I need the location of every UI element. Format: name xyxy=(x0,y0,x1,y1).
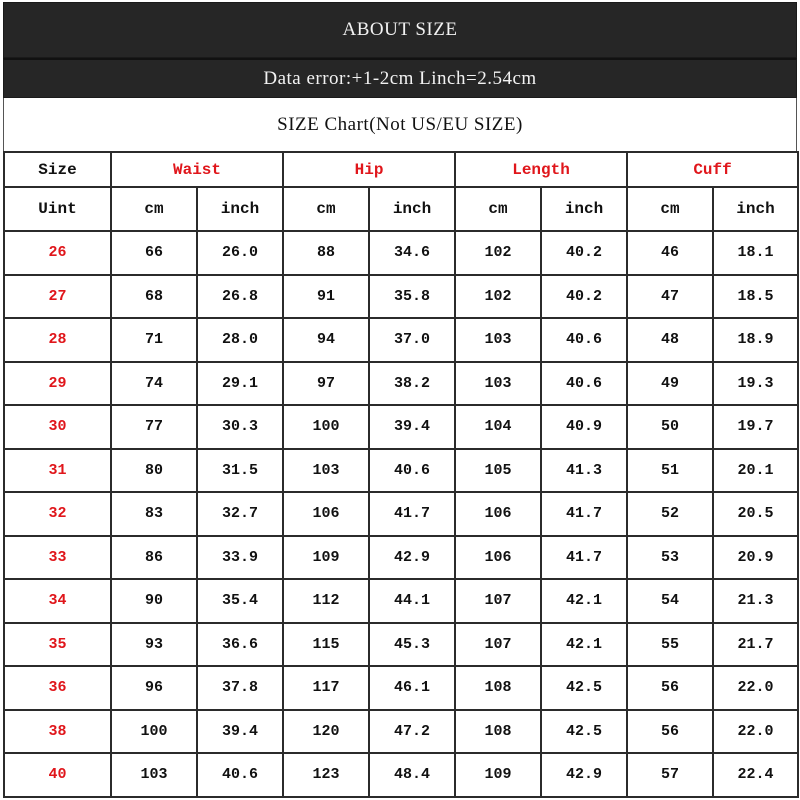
unit-header: Uint xyxy=(4,187,111,231)
cell-hip-inch: 44.1 xyxy=(369,579,455,623)
cell-waist-cm: 93 xyxy=(111,623,197,667)
about-size-banner: ABOUT SIZE xyxy=(3,2,797,58)
cell-size: 40 xyxy=(4,753,111,797)
cell-hip-cm: 100 xyxy=(283,405,369,449)
cell-cuff-cm: 56 xyxy=(627,666,713,710)
cell-length-inch: 40.6 xyxy=(541,362,627,406)
cell-cuff-inch: 18.5 xyxy=(713,275,798,319)
cell-hip-inch: 47.2 xyxy=(369,710,455,754)
table-row xyxy=(4,579,798,623)
cell-length-inch: 40.9 xyxy=(541,405,627,449)
cell-length-cm: 105 xyxy=(455,449,541,493)
cell-hip-cm: 103 xyxy=(283,449,369,493)
unit-inch: inch xyxy=(541,187,627,231)
cell-length-inch: 41.3 xyxy=(541,449,627,493)
cell-hip-inch: 39.4 xyxy=(369,405,455,449)
cell-hip-inch: 35.8 xyxy=(369,275,455,319)
size-table xyxy=(3,151,799,798)
cell-hip-cm: 97 xyxy=(283,362,369,406)
cell-waist-inch: 31.5 xyxy=(197,449,283,493)
cell-length-cm: 102 xyxy=(455,231,541,275)
size-header: Size xyxy=(4,152,111,187)
data-error-note: Data error:+1-2cm Linch=2.54cm xyxy=(3,58,797,98)
cell-hip-cm: 120 xyxy=(283,710,369,754)
cell-length-inch: 41.7 xyxy=(541,492,627,536)
group-header-waist: Waist xyxy=(111,152,283,187)
cell-waist-cm: 90 xyxy=(111,579,197,623)
cell-length-cm: 102 xyxy=(455,275,541,319)
cell-cuff-inch: 21.7 xyxy=(713,623,798,667)
cell-size: 36 xyxy=(4,666,111,710)
cell-cuff-inch: 20.1 xyxy=(713,449,798,493)
cell-cuff-cm: 52 xyxy=(627,492,713,536)
cell-hip-inch: 48.4 xyxy=(369,753,455,797)
cell-waist-inch: 26.0 xyxy=(197,231,283,275)
cell-length-cm: 107 xyxy=(455,579,541,623)
table-row xyxy=(4,275,798,319)
cell-length-inch: 42.1 xyxy=(541,579,627,623)
cell-size: 38 xyxy=(4,710,111,754)
cell-cuff-inch: 20.5 xyxy=(713,492,798,536)
cell-waist-inch: 33.9 xyxy=(197,536,283,580)
cell-size: 29 xyxy=(4,362,111,406)
table-row xyxy=(4,231,798,275)
cell-size: 34 xyxy=(4,579,111,623)
group-header-hip: Hip xyxy=(283,152,455,187)
cell-cuff-inch: 19.7 xyxy=(713,405,798,449)
cell-length-inch: 40.6 xyxy=(541,318,627,362)
table-row xyxy=(4,318,798,362)
cell-cuff-cm: 47 xyxy=(627,275,713,319)
table-row xyxy=(4,405,798,449)
unit-inch: inch xyxy=(369,187,455,231)
cell-cuff-cm: 53 xyxy=(627,536,713,580)
cell-waist-cm: 71 xyxy=(111,318,197,362)
cell-cuff-inch: 22.0 xyxy=(713,666,798,710)
cell-waist-cm: 68 xyxy=(111,275,197,319)
cell-waist-inch: 30.3 xyxy=(197,405,283,449)
cell-hip-cm: 94 xyxy=(283,318,369,362)
cell-waist-inch: 37.8 xyxy=(197,666,283,710)
cell-length-cm: 107 xyxy=(455,623,541,667)
cell-waist-cm: 103 xyxy=(111,753,197,797)
cell-hip-inch: 34.6 xyxy=(369,231,455,275)
group-header-cuff: Cuff xyxy=(627,152,798,187)
cell-size: 31 xyxy=(4,449,111,493)
group-header-length: Length xyxy=(455,152,627,187)
group-header-row xyxy=(4,152,798,187)
unit-cm: cm xyxy=(111,187,197,231)
cell-cuff-cm: 48 xyxy=(627,318,713,362)
cell-waist-cm: 96 xyxy=(111,666,197,710)
cell-cuff-inch: 21.3 xyxy=(713,579,798,623)
table-row xyxy=(4,536,798,580)
cell-waist-inch: 40.6 xyxy=(197,753,283,797)
cell-hip-cm: 117 xyxy=(283,666,369,710)
cell-cuff-cm: 54 xyxy=(627,579,713,623)
cell-size: 28 xyxy=(4,318,111,362)
cell-size: 33 xyxy=(4,536,111,580)
size-chart-title: SIZE Chart(Not US/EU SIZE) xyxy=(3,98,797,151)
cell-waist-cm: 74 xyxy=(111,362,197,406)
unit-header-row xyxy=(4,187,798,231)
cell-hip-inch: 45.3 xyxy=(369,623,455,667)
cell-length-cm: 106 xyxy=(455,536,541,580)
cell-cuff-cm: 57 xyxy=(627,753,713,797)
cell-waist-inch: 29.1 xyxy=(197,362,283,406)
cell-length-cm: 103 xyxy=(455,318,541,362)
cell-hip-inch: 37.0 xyxy=(369,318,455,362)
cell-cuff-inch: 18.9 xyxy=(713,318,798,362)
cell-length-cm: 104 xyxy=(455,405,541,449)
cell-length-inch: 40.2 xyxy=(541,275,627,319)
cell-cuff-inch: 20.9 xyxy=(713,536,798,580)
cell-waist-cm: 100 xyxy=(111,710,197,754)
cell-hip-cm: 109 xyxy=(283,536,369,580)
cell-cuff-inch: 22.4 xyxy=(713,753,798,797)
table-row xyxy=(4,710,798,754)
cell-size: 30 xyxy=(4,405,111,449)
cell-cuff-inch: 19.3 xyxy=(713,362,798,406)
size-chart xyxy=(3,2,797,798)
cell-waist-cm: 80 xyxy=(111,449,197,493)
cell-waist-inch: 35.4 xyxy=(197,579,283,623)
cell-hip-cm: 112 xyxy=(283,579,369,623)
cell-length-inch: 42.9 xyxy=(541,753,627,797)
table-row xyxy=(4,492,798,536)
cell-waist-inch: 26.8 xyxy=(197,275,283,319)
cell-size: 27 xyxy=(4,275,111,319)
cell-size: 35 xyxy=(4,623,111,667)
cell-cuff-cm: 55 xyxy=(627,623,713,667)
cell-hip-cm: 123 xyxy=(283,753,369,797)
cell-waist-cm: 83 xyxy=(111,492,197,536)
cell-size: 26 xyxy=(4,231,111,275)
cell-cuff-cm: 51 xyxy=(627,449,713,493)
cell-hip-cm: 88 xyxy=(283,231,369,275)
table-row xyxy=(4,753,798,797)
table-row xyxy=(4,666,798,710)
cell-hip-cm: 106 xyxy=(283,492,369,536)
cell-waist-inch: 39.4 xyxy=(197,710,283,754)
cell-hip-inch: 38.2 xyxy=(369,362,455,406)
cell-length-cm: 106 xyxy=(455,492,541,536)
unit-cm: cm xyxy=(627,187,713,231)
cell-length-inch: 41.7 xyxy=(541,536,627,580)
cell-waist-inch: 28.0 xyxy=(197,318,283,362)
cell-hip-inch: 46.1 xyxy=(369,666,455,710)
cell-length-inch: 40.2 xyxy=(541,231,627,275)
cell-length-cm: 109 xyxy=(455,753,541,797)
cell-length-inch: 42.5 xyxy=(541,710,627,754)
unit-inch: inch xyxy=(197,187,283,231)
cell-length-inch: 42.1 xyxy=(541,623,627,667)
table-row xyxy=(4,449,798,493)
cell-waist-cm: 66 xyxy=(111,231,197,275)
cell-cuff-cm: 46 xyxy=(627,231,713,275)
table-row xyxy=(4,623,798,667)
cell-length-cm: 108 xyxy=(455,666,541,710)
cell-length-cm: 103 xyxy=(455,362,541,406)
cell-cuff-inch: 22.0 xyxy=(713,710,798,754)
cell-hip-inch: 41.7 xyxy=(369,492,455,536)
cell-length-inch: 42.5 xyxy=(541,666,627,710)
unit-inch: inch xyxy=(713,187,798,231)
cell-waist-cm: 77 xyxy=(111,405,197,449)
cell-length-cm: 108 xyxy=(455,710,541,754)
cell-hip-cm: 91 xyxy=(283,275,369,319)
unit-cm: cm xyxy=(455,187,541,231)
table-row xyxy=(4,362,798,406)
cell-cuff-cm: 49 xyxy=(627,362,713,406)
cell-waist-inch: 36.6 xyxy=(197,623,283,667)
cell-size: 32 xyxy=(4,492,111,536)
cell-hip-cm: 115 xyxy=(283,623,369,667)
cell-hip-inch: 40.6 xyxy=(369,449,455,493)
cell-waist-inch: 32.7 xyxy=(197,492,283,536)
cell-cuff-cm: 50 xyxy=(627,405,713,449)
cell-cuff-inch: 18.1 xyxy=(713,231,798,275)
cell-cuff-cm: 56 xyxy=(627,710,713,754)
unit-cm: cm xyxy=(283,187,369,231)
cell-waist-cm: 86 xyxy=(111,536,197,580)
cell-hip-inch: 42.9 xyxy=(369,536,455,580)
